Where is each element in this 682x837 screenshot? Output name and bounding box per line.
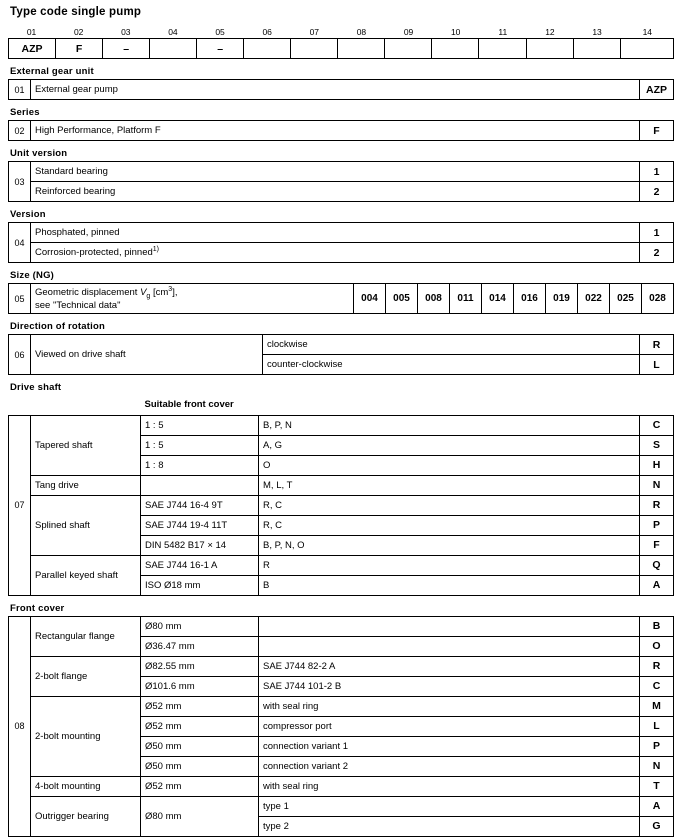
table-version <box>8 222 674 263</box>
row-note: with seal ring <box>259 696 640 716</box>
row-note: compressor port <box>259 716 640 736</box>
row-front-cover: B <box>259 575 640 595</box>
row-detail: Ø80 mm <box>141 796 259 836</box>
table-size-ng <box>8 283 674 314</box>
table-row <box>9 776 674 796</box>
desc-pre: Geometric displacement <box>35 287 141 299</box>
table-drive-shaft <box>8 395 674 596</box>
table-row <box>9 796 674 816</box>
row-description: Tapered shaft <box>31 415 141 475</box>
table-row <box>9 223 674 243</box>
header-spacer <box>31 395 141 415</box>
symbol-v: V <box>140 287 147 299</box>
row-note: connection variant 1 <box>259 736 640 756</box>
row-number: 01 <box>9 80 31 100</box>
code-cell-08[interactable] <box>338 39 385 59</box>
section-heading-external-gear-unit: External gear unit <box>10 66 94 77</box>
row-description <box>31 284 354 314</box>
position-label: 05 <box>215 26 225 37</box>
row-description: Phosphated, pinned <box>31 223 640 243</box>
row-code: F <box>640 535 674 555</box>
table-row <box>9 495 674 515</box>
row-note <box>259 636 640 656</box>
row-detail: 1 : 5 <box>141 435 259 455</box>
type-code-value-row <box>8 38 674 59</box>
section-heading-front-cover: Front cover <box>10 602 65 614</box>
code-cell-05[interactable]: – <box>197 39 244 59</box>
position-label: 07 <box>309 26 320 37</box>
row-number: 02 <box>9 121 31 141</box>
table-row <box>9 182 674 202</box>
size-cell: 025 <box>610 284 642 314</box>
position-label: 14 <box>642 26 653 37</box>
symbol-sub-g: g <box>146 293 151 301</box>
desc-line2: see "Technical data" <box>35 300 121 312</box>
code-cell-01[interactable]: AZP <box>9 39 56 59</box>
table-front-cover <box>8 616 674 837</box>
row-description: Viewed on drive shaft <box>31 335 263 375</box>
row-detail: SAE J744 16-1 A <box>141 555 259 575</box>
position-label: 06 <box>262 26 272 37</box>
row-code: O <box>640 636 674 656</box>
size-cell: 005 <box>386 284 418 314</box>
code-cell-14[interactable] <box>620 39 673 59</box>
table-row <box>9 555 674 575</box>
table-row <box>9 162 674 182</box>
row-number: 06 <box>9 335 31 375</box>
position-label: 13 <box>592 26 602 37</box>
row-front-cover: R <box>259 555 640 575</box>
row-description: 4-bolt mounting <box>31 776 141 796</box>
exponent-3: 3 <box>168 286 173 293</box>
size-cell: 016 <box>514 284 546 314</box>
row-description <box>31 243 640 263</box>
code-cell-02[interactable]: F <box>56 39 103 59</box>
size-cell: 019 <box>546 284 578 314</box>
row-front-cover: B, P, N <box>259 415 640 435</box>
row-code: 1 <box>640 223 674 243</box>
code-cell-03[interactable]: – <box>103 39 150 59</box>
row-detail: Ø52 mm <box>141 776 259 796</box>
row-detail: Ø82.55 mm <box>141 656 259 676</box>
header-spacer <box>640 395 674 415</box>
row-front-cover: B, P, N, O <box>259 535 640 555</box>
row-note: type 1 <box>259 796 640 816</box>
row-front-cover: R, C <box>259 495 640 515</box>
row-front-cover: R, C <box>259 515 640 535</box>
row-detail: Ø50 mm <box>141 756 259 776</box>
code-cell-12[interactable] <box>526 39 573 59</box>
code-cell-06[interactable] <box>244 39 291 59</box>
desc-post: [cm <box>150 287 169 299</box>
table-direction-of-rotation <box>8 334 674 375</box>
row-code: C <box>640 676 674 696</box>
row-code: N <box>640 756 674 776</box>
row-code: Q <box>640 555 674 575</box>
table-row <box>9 616 674 636</box>
row-code: M <box>640 696 674 716</box>
type-code-position-header <box>8 26 674 38</box>
row-code: R <box>640 335 674 355</box>
table-row <box>9 284 674 314</box>
row-code: N <box>640 475 674 495</box>
row-note <box>259 616 640 636</box>
row-code: R <box>640 495 674 515</box>
row-note: SAE J744 101-2 B <box>259 676 640 696</box>
row-note: type 2 <box>259 816 640 836</box>
code-cell-09[interactable] <box>385 39 432 59</box>
position-label: 01 <box>26 26 37 37</box>
row-number: 07 <box>9 415 31 595</box>
row-number: 04 <box>9 223 31 263</box>
row-detail: clockwise <box>263 335 640 355</box>
row-code: P <box>640 736 674 756</box>
section-heading-drive-shaft: Drive shaft <box>10 382 62 394</box>
position-label: 11 <box>498 26 508 37</box>
row-description: Tang drive <box>31 475 141 495</box>
section-heading-size-ng: Size (NG) <box>10 270 55 281</box>
row-detail: SAE J744 19-4 11T <box>141 515 259 535</box>
table-row <box>9 656 674 676</box>
header-suitable-front-cover: Suitable front cover <box>144 399 234 411</box>
row-code: A <box>640 575 674 595</box>
row-code: S <box>640 435 674 455</box>
header-spacer <box>9 395 31 415</box>
table-row <box>9 415 674 435</box>
code-cell-11[interactable] <box>479 39 526 59</box>
row-code: 2 <box>640 243 674 263</box>
row-description: Outrigger bearing <box>31 796 141 836</box>
row-description: External gear pump <box>31 80 640 100</box>
row-detail: Ø101.6 mm <box>141 676 259 696</box>
row-detail: DIN 5482 B17 × 14 <box>141 535 259 555</box>
footnote-marker: 1) <box>152 246 159 254</box>
row-front-cover: O <box>259 455 640 475</box>
size-cell: 008 <box>418 284 450 314</box>
row-description: Splined shaft <box>31 495 141 555</box>
size-cell: 022 <box>578 284 610 314</box>
row-description-text: Corrosion-protected, pinned <box>35 247 153 259</box>
row-code: G <box>640 816 674 836</box>
row-number: 05 <box>9 284 31 314</box>
row-code: L <box>640 355 674 375</box>
code-cell-10[interactable] <box>432 39 479 59</box>
page-title: Type code single pump <box>10 6 142 18</box>
row-code: L <box>640 716 674 736</box>
table-series <box>8 120 674 141</box>
row-note: SAE J744 82-2 A <box>259 656 640 676</box>
table-header-row <box>9 395 674 415</box>
row-description: High Performance, Platform F <box>31 121 640 141</box>
row-detail: 1 : 8 <box>141 455 259 475</box>
code-cell-13[interactable] <box>573 39 620 59</box>
row-detail <box>141 475 259 495</box>
row-description: 2-bolt mounting <box>31 696 141 776</box>
row-code: T <box>640 776 674 796</box>
section-heading-direction-of-rotation: Direction of rotation <box>10 321 105 333</box>
position-label: 08 <box>356 26 367 37</box>
section-heading-unit-version: Unit version <box>10 148 68 159</box>
row-code: 2 <box>640 182 674 202</box>
position-label: 03 <box>121 26 131 37</box>
row-number: 03 <box>9 162 31 202</box>
row-detail: ISO Ø18 mm <box>141 575 259 595</box>
table-external-gear-unit <box>8 79 674 100</box>
desc-end: ], <box>172 287 178 299</box>
row-code: C <box>640 415 674 435</box>
size-cell: 028 <box>642 284 674 314</box>
row-description: Rectangular flange <box>31 616 141 656</box>
row-code: F <box>640 121 674 141</box>
table-row <box>9 80 674 100</box>
row-code: A <box>640 796 674 816</box>
section-heading-version: Version <box>10 209 46 220</box>
row-detail: counter-clockwise <box>263 355 640 375</box>
table-row <box>9 121 674 141</box>
row-note: with seal ring <box>259 776 640 796</box>
row-description: Standard bearing <box>31 162 640 182</box>
size-cell: 004 <box>354 284 386 314</box>
row-code: 1 <box>640 162 674 182</box>
row-description: 2-bolt flange <box>31 656 141 696</box>
row-front-cover: A, G <box>259 435 640 455</box>
table-row <box>9 696 674 716</box>
position-label: 04 <box>168 26 178 37</box>
row-description: Reinforced bearing <box>31 182 640 202</box>
row-code: H <box>640 455 674 475</box>
row-code: P <box>640 515 674 535</box>
code-cell-07[interactable] <box>291 39 338 59</box>
row-code: B <box>640 616 674 636</box>
size-cell: 014 <box>482 284 514 314</box>
row-code: AZP <box>640 80 674 100</box>
table-row <box>9 475 674 495</box>
code-cell-04[interactable] <box>150 39 197 59</box>
row-code: R <box>640 656 674 676</box>
position-label: 02 <box>73 26 84 37</box>
row-detail: Ø80 mm <box>141 616 259 636</box>
table-unit-version <box>8 161 674 202</box>
row-detail: Ø52 mm <box>141 716 259 736</box>
size-cell: 011 <box>450 284 482 314</box>
position-label: 12 <box>545 26 555 37</box>
section-heading-series: Series <box>10 107 40 118</box>
position-label: 10 <box>450 26 461 37</box>
row-note: connection variant 2 <box>259 756 640 776</box>
row-detail: 1 : 5 <box>141 415 259 435</box>
table-row <box>9 335 674 355</box>
table-row <box>9 243 674 263</box>
row-detail: SAE J744 16-4 9T <box>141 495 259 515</box>
position-label: 09 <box>403 26 414 37</box>
row-front-cover: M, L, T <box>259 475 640 495</box>
row-number: 08 <box>9 616 31 836</box>
row-detail: Ø50 mm <box>141 736 259 756</box>
row-description: Parallel keyed shaft <box>31 555 141 595</box>
row-detail: Ø52 mm <box>141 696 259 716</box>
row-detail: Ø36.47 mm <box>141 636 259 656</box>
